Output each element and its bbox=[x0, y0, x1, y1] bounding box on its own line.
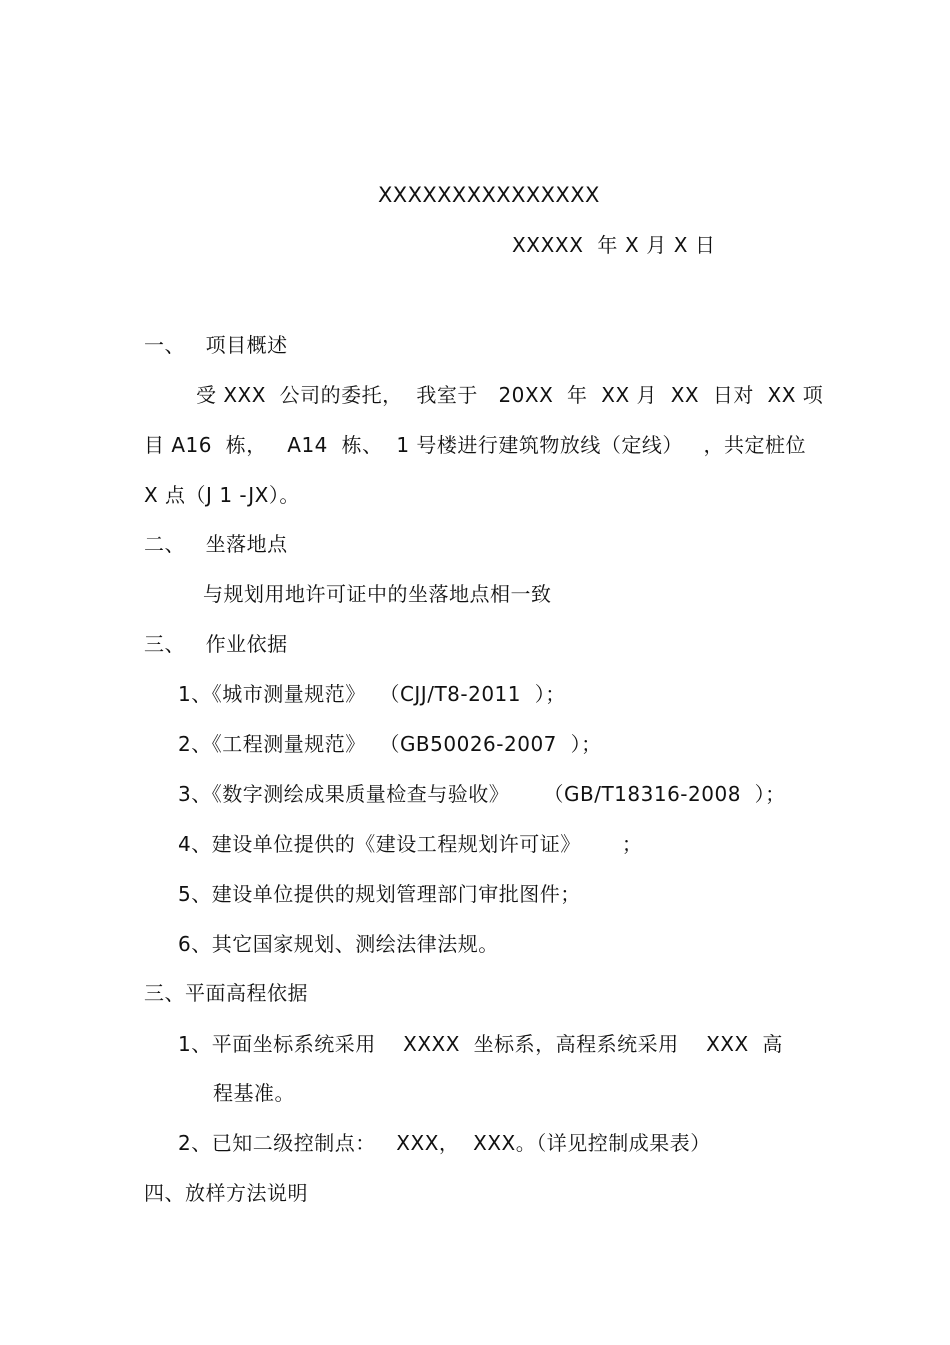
elevation-item-line: 2、已知二级控制点： XXX， XXX。（详见控制成果表） bbox=[178, 1131, 711, 1155]
basis-list-item: 1、《城市测量规范》 （CJJ/T8-2011 ）； bbox=[178, 682, 566, 706]
section-heading-basis: 三、 作业依据 bbox=[144, 632, 288, 656]
section-heading-overview: 一、 项目概述 bbox=[144, 333, 288, 357]
elevation-item-line: 程基准。 bbox=[213, 1081, 295, 1105]
document-title: XXXXXXXXXXXXXXX bbox=[378, 183, 600, 207]
basis-list-item: 3、《数字测绘成果质量检查与验收》 （GB/T18316-2008 ）； bbox=[178, 782, 786, 806]
overview-paragraph-line: X 点（J 1 -JX）。 bbox=[144, 483, 300, 507]
basis-list-item: 2、《工程测量规范》 （GB50026-2007 ）； bbox=[178, 732, 602, 756]
location-text: 与规划用地许可证中的坐落地点相一致 bbox=[203, 582, 552, 606]
document-date: XXXXX 年 X 月 X 日 bbox=[512, 233, 716, 257]
overview-paragraph-line: 受 XXX 公司的委托， 我室于 20XX 年 XX 月 XX 日对 XX 项 bbox=[196, 383, 824, 407]
section-heading-location: 二、 坐落地点 bbox=[144, 532, 288, 556]
section-heading-method: 四、放样方法说明 bbox=[144, 1181, 308, 1205]
elevation-item-line: 1、平面坐标系统采用 XXXX 坐标系，高程系统采用 XXX 高 bbox=[178, 1032, 783, 1056]
basis-list-item: 5、建设单位提供的规划管理部门审批图件； bbox=[178, 882, 581, 906]
overview-paragraph-line: 目 A16 栋， A14 栋、 1 号楼进行建筑物放线（定线） ，共定桩位 bbox=[144, 433, 806, 457]
section-heading-elevation-basis: 三、平面高程依据 bbox=[144, 981, 308, 1005]
basis-list-item: 4、建设单位提供的《建设工程规划许可证》 ； bbox=[178, 832, 643, 856]
basis-list-item: 6、其它国家规划、测绘法律法规。 bbox=[178, 932, 499, 956]
